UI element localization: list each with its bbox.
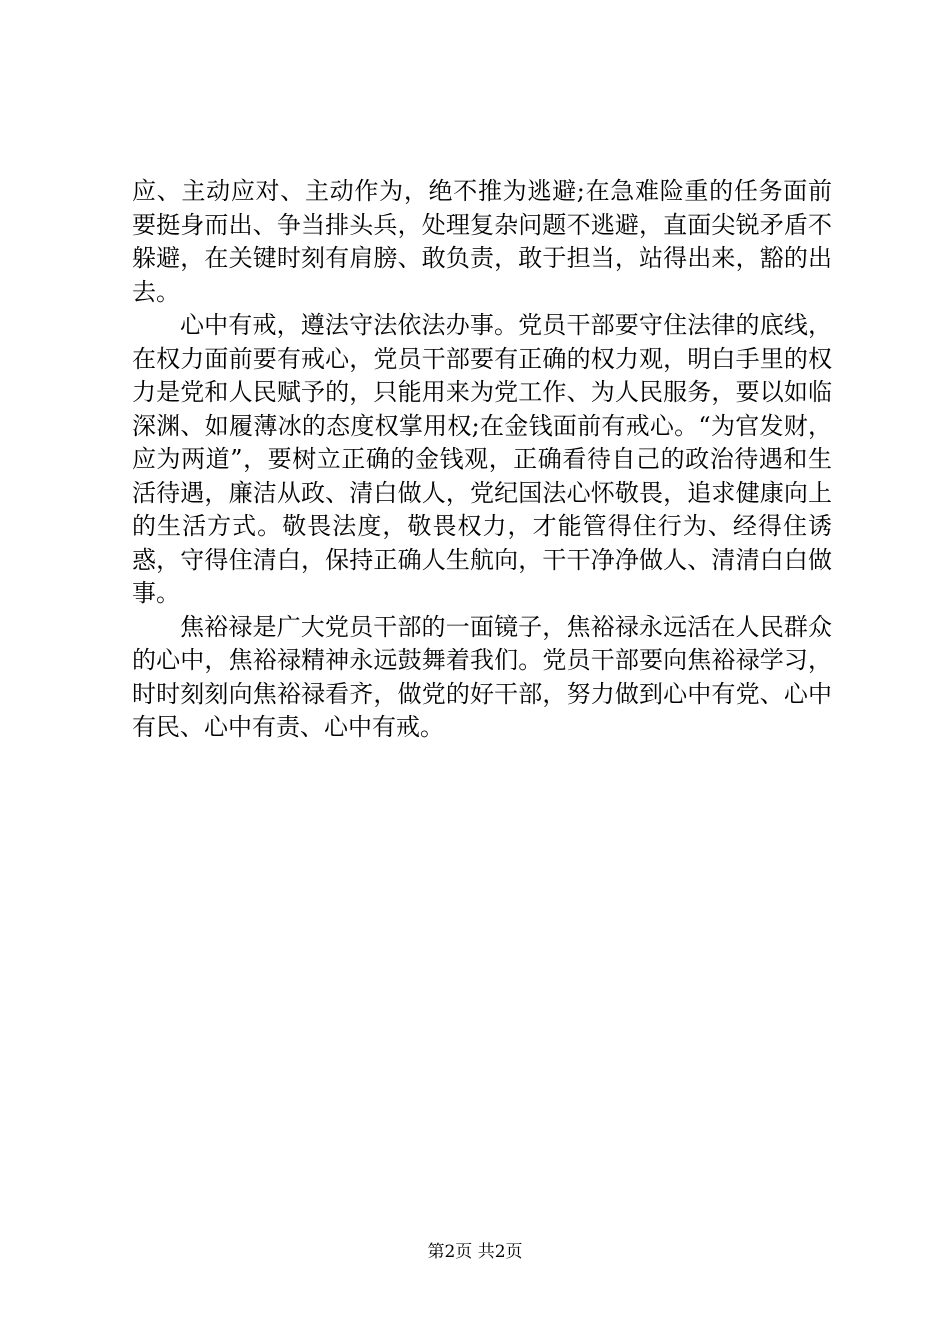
- page-footer: 第2页 共2页: [427, 1242, 523, 1262]
- paragraph-conclusion: 焦裕禄是广大党员干部的一面镜子，焦裕禄永远活在人民群众的心中，焦裕禄精神永远鼓舞着我们。党员干部要向焦裕禄学习，时时刻刻向焦裕禄看齐，做党的好干部，努力做到心中有党、心中有民、心中有责、心中有戒。: [132, 612, 832, 741]
- paragraph-continuation: 应、主动应对、主动作为，绝不推为逃避;在急难险重的任务面前要挺身而出、争当排头兵，处理复杂问题不逃避，直面尖锐矛盾不躲避，在关键时刻有肩膀、敢负责，敢于担当，站得出来，豁的出去。: [132, 177, 832, 306]
- paragraph-discipline: 心中有戒，遵法守法依法办事。党员干部要守住法律的底线，在权力面前要有戒心，党员干部要有正确的权力观，明白手里的权力是党和人民赋予的，只能用来为党工作、为人民服务，要以如临深渊、如履薄冰的态度权掌用权;在金钱面前有戒心。“为官发财，应为两道”，要树立正确的金钱观，正确看待自己的政治待遇和生活待遇，廉洁从政、清白做人，党纪国法心怀敬畏，追求健康向上的生活方式。敬畏法度，敬畏权力，才能管得住行为、经得住诱惑，守得住清白，保持正确人生航向，干干净净做人、清清白白做事。: [132, 311, 832, 607]
- document-body: [132, 175, 832, 745]
